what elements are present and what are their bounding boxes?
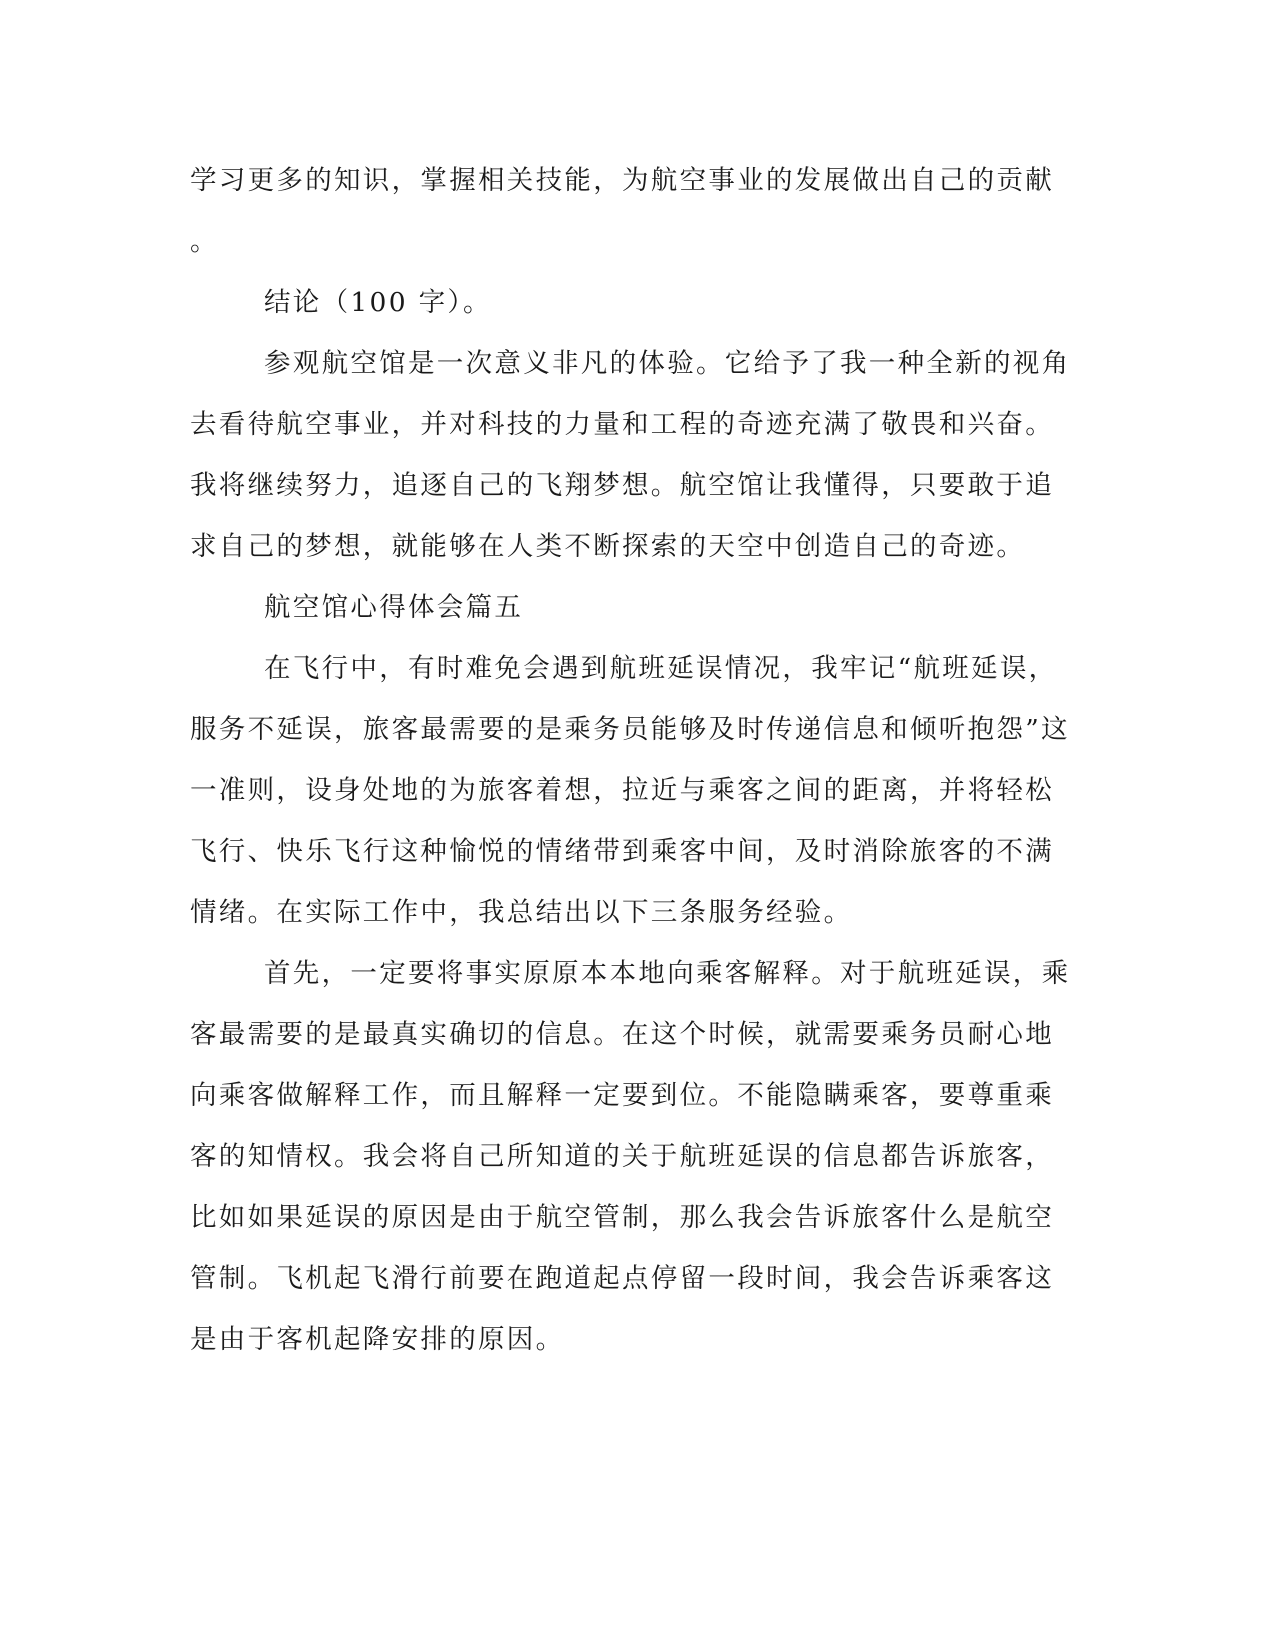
text-line: 去看待航空事业，并对科技的力量和工程的奇迹充满了敬畏和兴奋。 bbox=[190, 409, 1054, 440]
text-line: 向乘客做解释工作，而且解释一定要到位。不能隐瞒乘客，要尊重乘 bbox=[190, 1080, 1054, 1111]
text-line: 我将继续努力，追逐自己的飞翔梦想。航空馆让我懂得，只要敢于追 bbox=[190, 470, 1054, 501]
text-line: 参观航空馆是一次意义非凡的体验。它给予了我一种全新的视角 bbox=[264, 348, 1071, 379]
text-line: 。 bbox=[190, 226, 219, 257]
text-line: 管制。飞机起飞滑行前要在跑道起点停留一段时间，我会告诉乘客这 bbox=[190, 1263, 1054, 1294]
text-line: 客的知情权。我会将自己所知道的关于航班延误的信息都告诉旅客， bbox=[190, 1141, 1054, 1172]
document-body bbox=[190, 150, 1070, 1370]
text-line: 情绪。在实际工作中，我总结出以下三条服务经验。 bbox=[190, 897, 853, 928]
text-line: 比如如果延误的原因是由于航空管制，那么我会告诉旅客什么是航空 bbox=[190, 1202, 1054, 1233]
text-line: 学习更多的知识，掌握相关技能，为航空事业的发展做出自己的贡献 bbox=[190, 165, 1054, 196]
section-heading-part-five: 航空馆心得体会篇五 bbox=[264, 592, 524, 623]
text-line: 飞行、快乐飞行这种愉悦的情绪带到乘客中间，及时消除旅客的不满 bbox=[190, 836, 1054, 867]
text-line: 客最需要的是最真实确切的信息。在这个时候，就需要乘务员耐心地 bbox=[190, 1019, 1054, 1050]
text-line: 是由于客机起降安排的原因。 bbox=[190, 1324, 565, 1355]
text-line: 求自己的梦想，就能够在人类不断探索的天空中创造自己的奇迹。 bbox=[190, 531, 1026, 562]
text-line: 首先，一定要将事实原原本本地向乘客解释。对于航班延误，乘 bbox=[264, 958, 1071, 989]
text-line: 一准则，设身处地的为旅客着想，拉近与乘客之间的距离，并将轻松 bbox=[190, 775, 1054, 806]
text-line: 服务不延误，旅客最需要的是乘务员能够及时传递信息和倾听抱怨”这 bbox=[190, 714, 1070, 745]
section-heading-conclusion: 结论（100 字）。 bbox=[264, 287, 492, 318]
text-line: 在飞行中，有时难免会遇到航班延误情况，我牢记“航班延误， bbox=[264, 653, 1058, 684]
